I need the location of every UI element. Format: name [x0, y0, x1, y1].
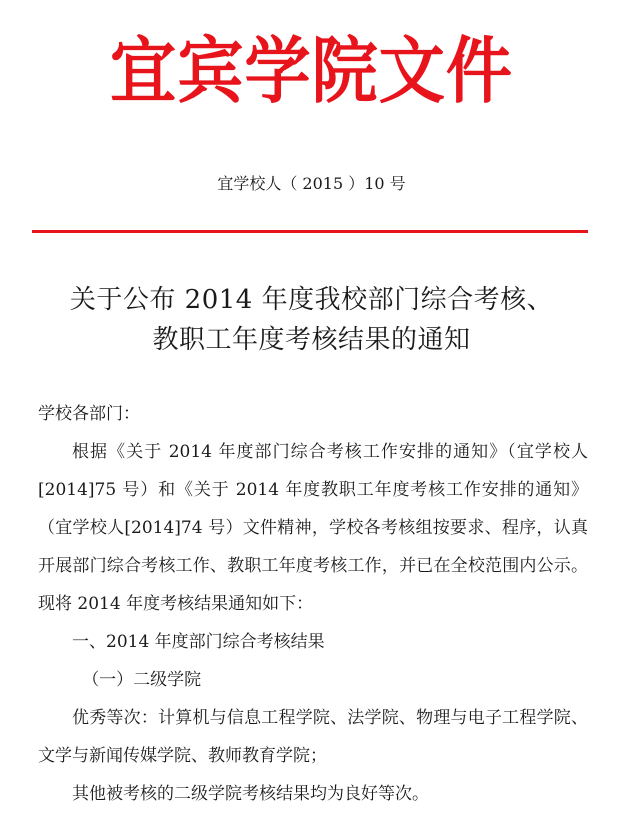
section-heading-1: 一、2014 年度部门综合考核结果: [72, 632, 325, 652]
document-body: [38, 395, 588, 813]
document-header-title: 宜宾学院文件: [110, 29, 513, 113]
red-divider: [32, 230, 588, 233]
body-paragraph-1: 根据《关于 2014 年度部门综合考核工作安排的通知》（宜学校人[2014]75 号）和《关于 2014 年度教职工年度考核工作安排的通知》（宜学校人[2014]74 号）文件精神，学校各考核组按要求、程序，认真开展部门综合考核工作、教职工年度考核工作，并已在全校范围内公示。现将 2014 年度考核结果通知如下：: [38, 442, 588, 614]
document-number: 宜学校人（ 2015 ）10 号: [217, 174, 406, 193]
notice-title-line-1: 关于公布 2014 年度我校部门综合考核、: [69, 285, 554, 315]
subsection-heading-1: （一）二级学院: [82, 670, 202, 690]
notice-title-line-2: 教职工年度考核结果的通知: [152, 325, 471, 355]
others-paragraph: 其他被考核的二级学院考核结果均为良好等次。: [72, 784, 429, 804]
salutation: 学校各部门：: [38, 404, 140, 424]
excellent-list-paragraph: 优秀等次：计算机与信息工程学院、法学院、物理与电子工程学院、文学与新闻传媒学院、教师教育学院；: [38, 708, 588, 766]
